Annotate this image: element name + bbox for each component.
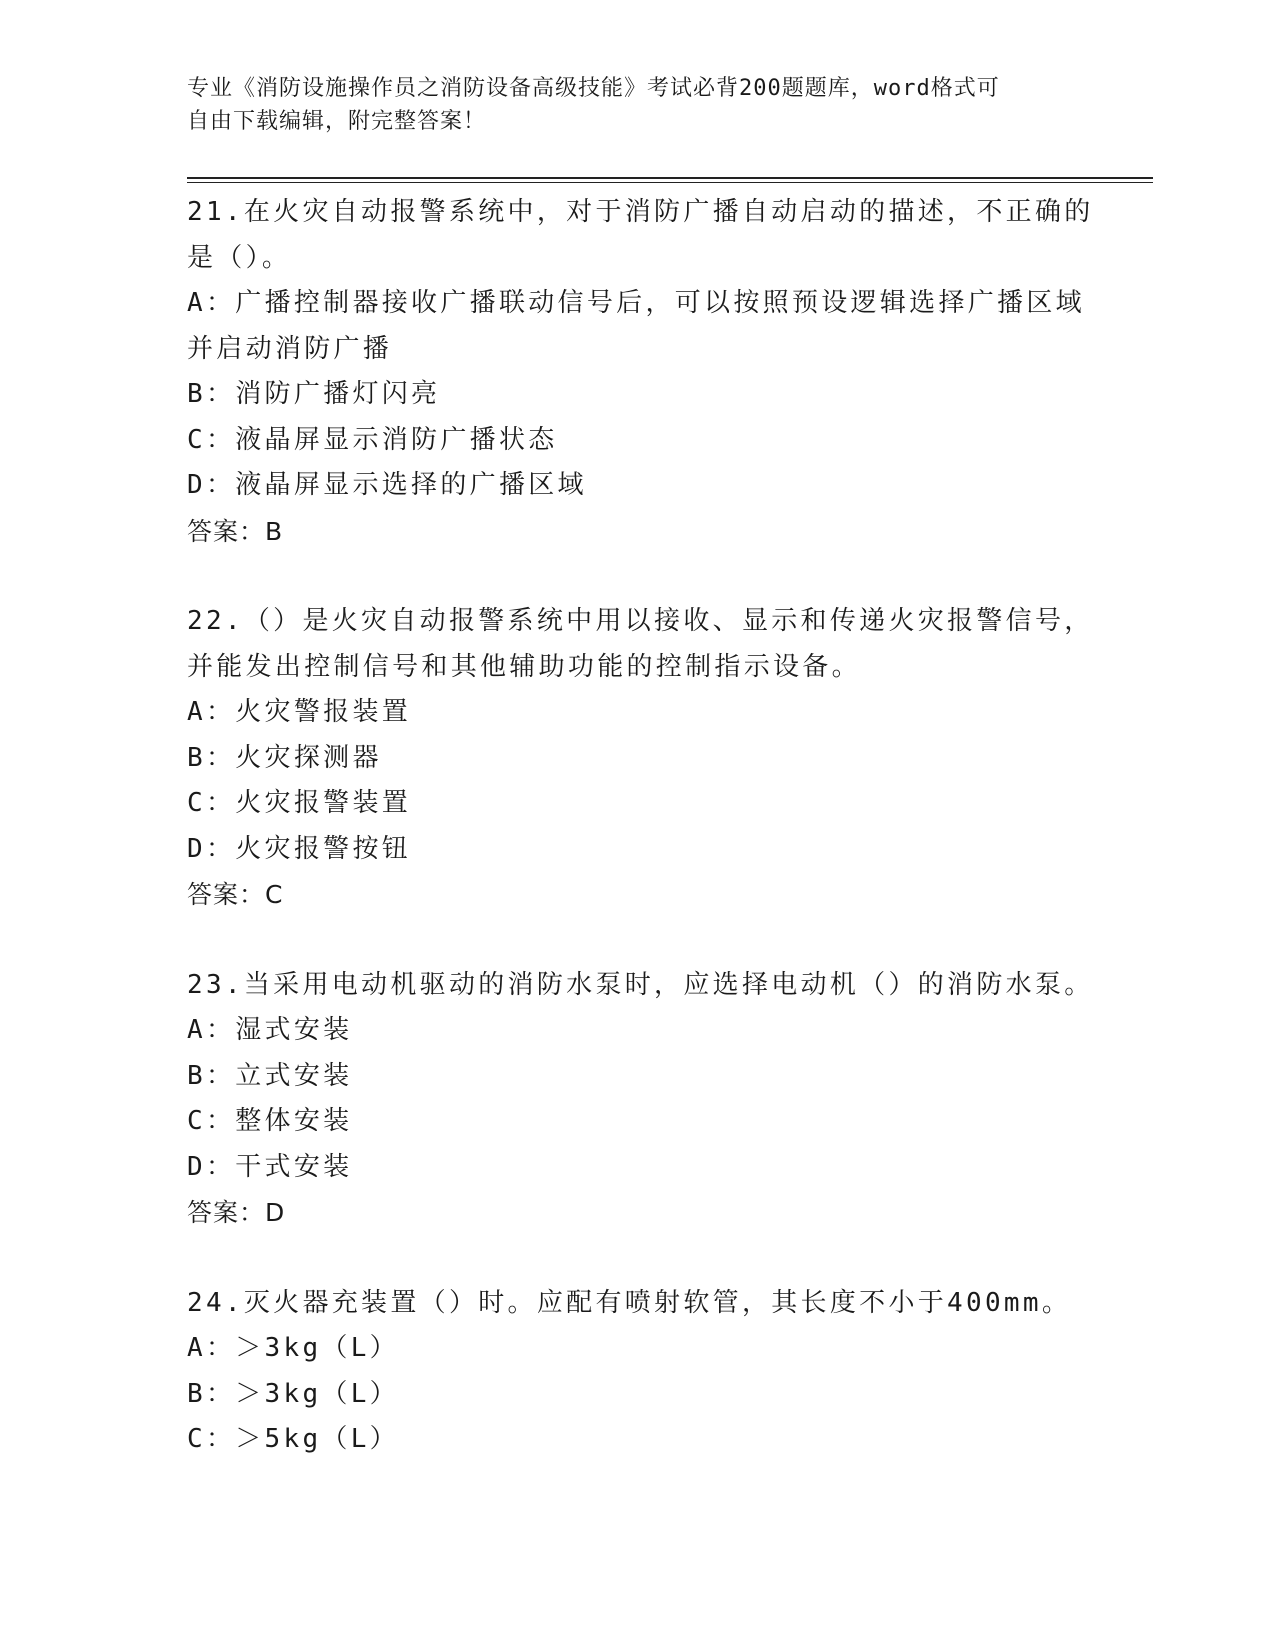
header-line-2: 自由下载编辑，附完整答案！ (187, 109, 487, 134)
option-b: B：立式安装 (187, 1060, 353, 1091)
question-list (187, 190, 1094, 1508)
question-21 (187, 190, 1094, 554)
header-line-1: 专业《消防设施操作员之消防设备高级技能》考试必背200题题库，word格式可 (187, 76, 1000, 101)
option-a: A：＞3kg（L） (187, 1333, 399, 1363)
document-header (187, 72, 1067, 138)
option-a-continued: 并启动消防广播 (187, 333, 393, 364)
answer-line: 答案：B (187, 516, 284, 546)
question-stem: 并能发出控制信号和其他辅助功能的控制指示设备。 (187, 651, 861, 682)
option-b: B：消防广播灯闪亮 (187, 379, 441, 409)
question-24 (187, 1281, 1087, 1463)
option-a: A：广播控制器接收广播联动信号后，可以按照预设逻辑选择广播区域 (187, 288, 1085, 318)
option-d: D：干式安装 (187, 1151, 353, 1182)
question-23 (187, 963, 1094, 1236)
option-d: D：火灾报警按钮 (187, 833, 412, 864)
option-b: B：火灾探测器 (187, 742, 382, 773)
option-c: C：火灾报警装置 (187, 788, 412, 818)
option-d: D：液晶屏显示选择的广播区域 (187, 470, 587, 500)
question-stem: 22.（）是火灾自动报警系统中用以接收、显示和传递火灾报警信号， (187, 606, 1094, 636)
question-stem: 24.灭火器充装置（）时。应配有喷射软管，其长度不小于400mm。 (187, 1287, 1072, 1318)
question-stem: 是（）。 (187, 242, 292, 273)
option-a: A：湿式安装 (187, 1015, 353, 1045)
question-22 (187, 599, 1094, 918)
option-b: B：＞3kg（L） (187, 1378, 399, 1409)
header-divider-thick (187, 177, 1153, 179)
option-c: C：整体安装 (187, 1106, 353, 1136)
option-c: C：液晶屏显示消防广播状态 (187, 424, 558, 455)
question-stem: 21.在火灾自动报警系统中，对于消防广播自动启动的描述，不正确的 (187, 197, 1094, 227)
answer-line: 答案：C (187, 880, 284, 909)
header-divider-thin (187, 182, 1153, 183)
option-a: A：火灾警报装置 (187, 697, 412, 727)
question-stem: 23.当采用电动机驱动的消防水泵时，应选择电动机（）的消防水泵。 (187, 969, 1094, 1000)
option-c: C：＞5kg（L） (187, 1424, 399, 1454)
answer-line: 答案：D (187, 1198, 286, 1227)
